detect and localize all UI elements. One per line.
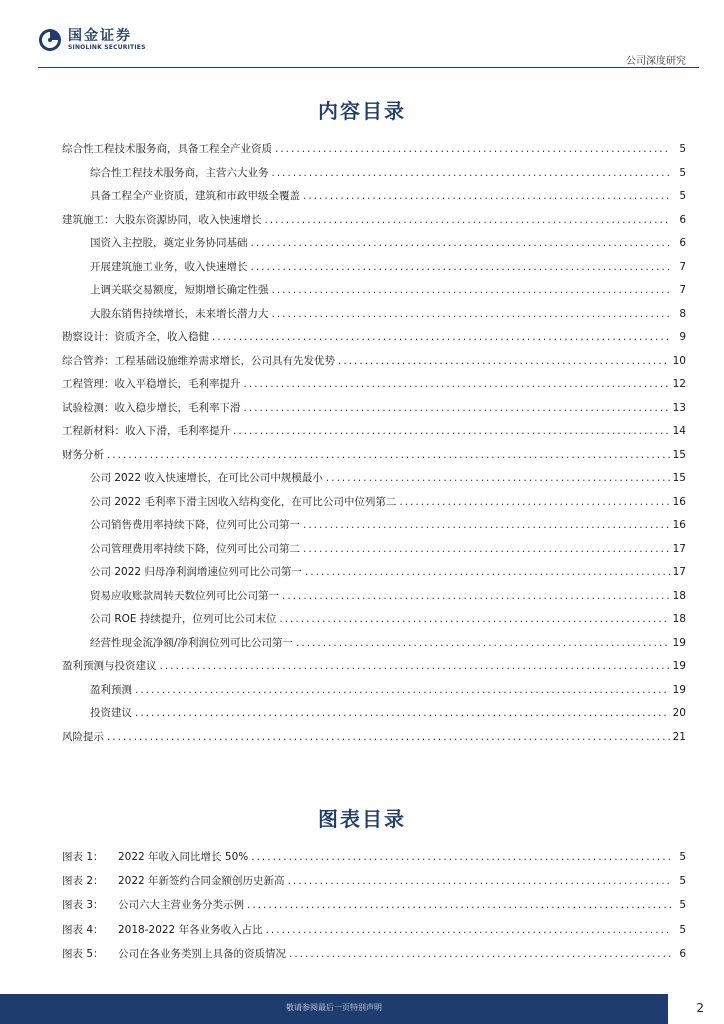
toc-entry[interactable] [62, 467, 686, 491]
toc-entry-title: 工程新材料：收入下滑，毛利率提升 [62, 425, 230, 437]
figure-entry-label: 图表 4： [62, 923, 104, 936]
toc-entry-page: 16 [672, 495, 686, 508]
toc-entry[interactable] [62, 279, 686, 303]
toc-leader-dots [251, 232, 672, 256]
toc-entry-title: 国资入主控股，奠定业务协同基础 [90, 237, 248, 249]
toc-entry-page: 5 [679, 190, 686, 202]
toc-entry[interactable] [62, 420, 686, 444]
toc-entry-page: 19 [672, 660, 686, 672]
toc-entry[interactable] [62, 256, 686, 280]
toc-entry-title: 公司 ROE 持续提升，位列可比公司末位 [90, 613, 277, 625]
figure-entry[interactable] [62, 918, 686, 942]
toc-leader-dots [265, 209, 672, 233]
toc-entry[interactable] [62, 679, 686, 703]
toc-entry-page: 19 [672, 636, 686, 649]
toc-entry-title: 工程管理：收入平稳增长，毛利率提升 [62, 378, 241, 390]
toc-entry-page: 17 [672, 542, 686, 555]
toc-entry[interactable] [62, 444, 686, 468]
toc-entry-title: 综合性工程技术服务商，具备工程全产业资质 [62, 143, 272, 155]
toc-entry-title: 投资建议 [90, 707, 132, 719]
figure-leader-dots [247, 893, 671, 917]
toc-entry-page: 18 [672, 613, 686, 625]
toc-entry-page: 14 [672, 425, 686, 437]
toc-leader-dots [275, 138, 671, 162]
toc-entry-title: 公司 2022 毛利率下滑主因收入结构变化，在可比公司中位列第二 [90, 495, 397, 508]
toc-leader-dots [244, 373, 670, 397]
toc-entry[interactable] [62, 326, 686, 350]
toc-entry-title: 公司 2022 归母净利润增速位列可比公司第一 [90, 566, 302, 578]
toc-leader-dots [272, 162, 672, 186]
toc-entry[interactable] [62, 538, 686, 562]
toc-entry[interactable] [62, 491, 686, 515]
toc-entry-page: 13 [672, 401, 686, 414]
figure-entry-title: 2018-2022 年各业务收入占比 [118, 923, 263, 936]
logo-chinese-name: 国金证券 [68, 27, 132, 44]
toc-entry[interactable] [62, 303, 686, 327]
toc-leader-dots [303, 538, 670, 562]
toc-entry-title: 财务分析 [62, 448, 104, 461]
toc-leader-dots [244, 397, 670, 421]
toc-leader-dots [279, 608, 669, 632]
figure-entry-title: 公司在各业务类别上具备的资质情况 [118, 947, 286, 960]
figure-entry-page: 5 [679, 899, 686, 912]
toc-entry-page: 7 [679, 260, 686, 273]
toc-entry[interactable] [62, 655, 686, 679]
toc-entry[interactable] [62, 702, 686, 726]
figure-entry-label: 图表 1： [62, 851, 104, 863]
figure-entry-page: 5 [679, 923, 686, 936]
toc-entry-title: 风险提示 [62, 730, 104, 743]
toc-leader-dots [399, 491, 669, 515]
toc-entry[interactable] [62, 608, 686, 632]
toc-entry[interactable] [62, 514, 686, 538]
toc-entry-page: 17 [672, 566, 686, 578]
toc-leader-dots [338, 350, 670, 374]
toc-leader-dots [160, 655, 670, 679]
toc-leader-dots [251, 256, 672, 280]
toc-entry[interactable] [62, 138, 686, 162]
toc-entry[interactable] [62, 232, 686, 256]
toc-entry-title: 具备工程全产业资质，建筑和市政甲级全覆盖 [90, 190, 300, 202]
toc-entry-page: 7 [679, 284, 686, 296]
figure-leader-dots [289, 942, 671, 966]
toc-entry[interactable] [62, 632, 686, 656]
footer-disclaimer: 敬请参阅最后一页特别声明 [286, 1003, 382, 1012]
toc-entry-title: 建筑施工：大股东资源协同，收入快速增长 [62, 213, 262, 226]
table-of-contents [62, 138, 686, 749]
figure-leader-dots [266, 918, 671, 942]
toc-entry-page: 6 [679, 213, 686, 226]
toc-entry-title: 公司管理费用率持续下降，位列可比公司第二 [90, 542, 300, 555]
toc-entry-title: 经营性现金流净额/净利润位列可比公司第一 [90, 636, 294, 649]
toc-entry-page: 5 [679, 166, 686, 179]
figure-entry[interactable] [62, 869, 686, 893]
toc-leader-dots [303, 185, 671, 209]
figure-entry-title: 公司六大主营业务分类示例 [118, 899, 244, 912]
toc-entry-page: 19 [672, 683, 686, 696]
figure-entry-page: 6 [679, 947, 686, 960]
toc-entry-page: 6 [679, 237, 686, 249]
toc-leader-dots [233, 420, 670, 444]
toc-leader-dots [296, 632, 670, 656]
toc-entry-title: 大股东销售持续增长，未来增长潜力大 [90, 307, 269, 320]
toc-entry[interactable] [62, 726, 686, 750]
toc-entry-page: 8 [679, 307, 686, 320]
toc-title: 内容目录 [318, 99, 406, 123]
page-footer [0, 994, 724, 1024]
list-of-figures [62, 845, 686, 966]
toc-entry[interactable] [62, 350, 686, 374]
figure-entry-title: 2022 年新签约合同金额创历史新高 [118, 875, 285, 888]
toc-leader-dots [135, 702, 670, 726]
toc-entry-page: 9 [679, 331, 686, 343]
figure-entry[interactable] [62, 942, 686, 966]
toc-leader-dots [272, 279, 672, 303]
figure-entry-label: 图表 3： [62, 899, 104, 912]
page-header [0, 0, 724, 70]
toc-entry-title: 勘察设计：资质齐全，收入稳健 [62, 331, 209, 343]
header-divider [38, 67, 699, 68]
figure-entry-page: 5 [679, 875, 686, 888]
toc-entry-page: 15 [672, 472, 686, 484]
toc-entry[interactable] [62, 209, 686, 233]
toc-entry-title: 贸易应收账款周转天数位列可比公司第一 [90, 589, 279, 602]
toc-leader-dots [272, 303, 672, 327]
figure-entry-title: 2022 年收入同比增长 50% [118, 851, 249, 863]
toc-leader-dots [326, 467, 670, 491]
toc-leader-dots [282, 585, 670, 609]
toc-entry-page: 12 [672, 378, 686, 390]
toc-entry-page: 20 [672, 707, 686, 719]
toc-entry-page: 18 [672, 589, 686, 602]
toc-entry-title: 盈利预测与投资建议 [62, 660, 157, 672]
footer-bar [0, 994, 668, 1024]
figure-entry-label: 图表 5： [62, 947, 104, 960]
toc-entry-title: 公司 2022 收入快速增长，在可比公司中规模最小 [90, 472, 323, 484]
toc-entry[interactable] [62, 185, 686, 209]
toc-entry-title: 公司销售费用率持续下降，位列可比公司第一 [90, 519, 300, 531]
toc-leader-dots [305, 561, 670, 585]
toc-entry-title: 试验检测：收入稳步增长，毛利率下滑 [62, 401, 241, 414]
toc-entry[interactable] [62, 373, 686, 397]
toc-entry[interactable] [62, 585, 686, 609]
document-type: 公司深度研究 [626, 56, 686, 67]
toc-leader-dots [212, 326, 671, 350]
toc-entry-page: 10 [672, 354, 686, 367]
toc-entry-title: 上调关联交易额度，短期增长确定性强 [90, 284, 269, 296]
toc-leader-dots [107, 444, 670, 468]
figure-entry[interactable] [62, 893, 686, 917]
toc-leader-dots [107, 726, 670, 750]
toc-entry-page: 15 [672, 448, 686, 461]
toc-entry[interactable] [62, 162, 686, 186]
toc-entry[interactable] [62, 561, 686, 585]
toc-entry-page: 21 [672, 730, 686, 743]
figure-entry-label: 图表 2： [62, 875, 104, 888]
toc-entry[interactable] [62, 397, 686, 421]
figure-entry-page: 5 [679, 851, 686, 863]
toc-entry-title: 综合性工程技术服务商，主营六大业务 [90, 166, 269, 179]
page-number: 2 [696, 1001, 704, 1015]
toc-entry-title: 盈利预测 [90, 683, 132, 696]
toc-entry-title: 综合管养：工程基础设施维养需求增长，公司具有先发优势 [62, 354, 335, 367]
company-logo [38, 28, 146, 52]
figure-leader-dots [251, 845, 671, 869]
toc-entry-page: 16 [672, 519, 686, 531]
toc-entry-page: 5 [679, 143, 686, 155]
figure-entry[interactable] [62, 845, 686, 869]
toc-leader-dots [135, 679, 670, 703]
logo-english-name: SINOLINK SECURITIES [68, 43, 146, 51]
figures-title: 图表目录 [318, 807, 406, 831]
sinolink-logo-icon [38, 28, 62, 52]
figure-leader-dots [288, 869, 671, 893]
toc-leader-dots [303, 514, 670, 538]
toc-entry-title: 开展建筑施工业务，收入快速增长 [90, 260, 248, 273]
